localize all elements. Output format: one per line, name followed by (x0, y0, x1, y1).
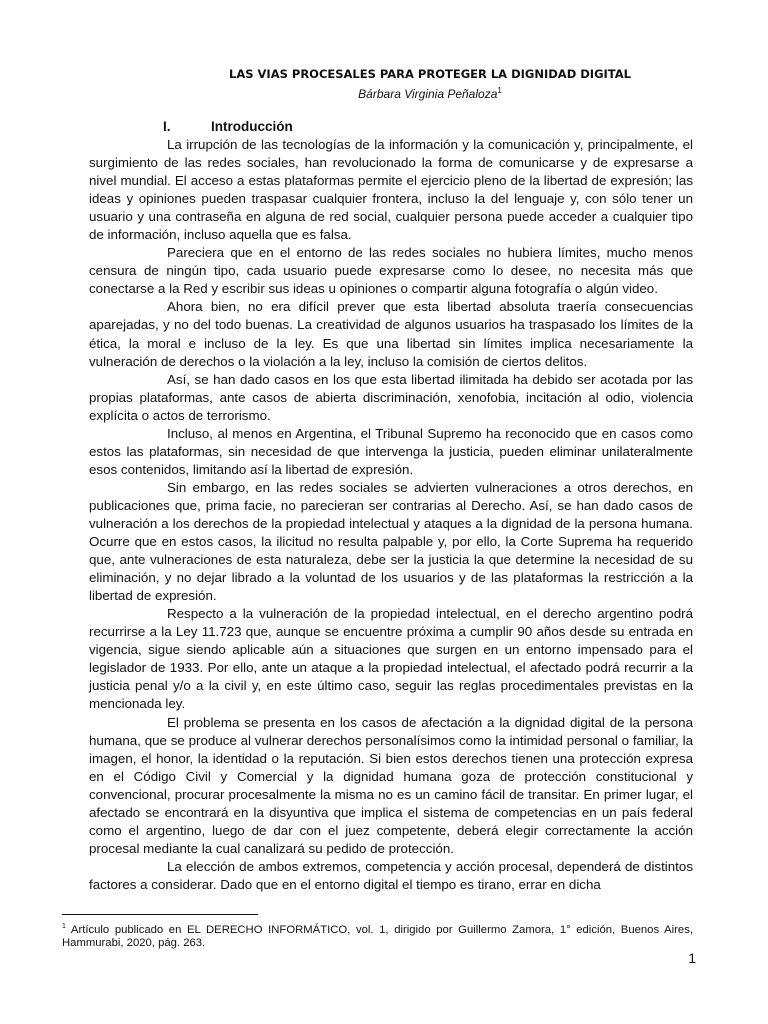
footnote-mark: 1 (62, 923, 66, 930)
paragraph-6: Sin embargo, en las redes sociales se advierten vulneraciones a otros derechos, en publicaciones que, prima facie, no parecieran ser contrarias al Derecho. Así, se han dado casos de vulneración a los derechos de la propiedad intelectual y ataques a la dignidad de la persona humana. Ocurre que en estos casos, la ilicitud no resulta palpable y, por ello, la Corte Suprema ha requerido que, ante vulneraciones de esta naturaleza, debe ser la justicia la que determine la necesidad de su eliminación, y no dejar librado a la voluntad de los usuarios y de las plataformas la restricción a la libertad de expresión. (89, 479, 693, 604)
author-name: Bárbara Virginia Peñaloza (358, 87, 498, 101)
paragraph-3: Ahora bien, no era difícil prever que esta libertad absoluta traería consecuencias aparejadas, y no del todo buenas. La creatividad de algunos usuarios ha traspasado los límites de la ética, la moral e incluso de la ley. Es que una libertad sin límites implica necesariamente la vulneración de derechos o la violación a la ley, incluso la comisión de ciertos delitos. (89, 299, 693, 369)
section-title: Introducción (211, 119, 293, 134)
document-body (89, 118, 693, 894)
document-title: LAS VIAS PROCESALES PARA PROTEGER LA DIGNIDAD DIGITAL (229, 67, 631, 81)
paragraph-9: La elección de ambos extremos, competencia y acción procesal, dependerá de distintos factores a considerar. Dado que en el entorno digital el tiempo es tirano, errar en dicha (89, 858, 693, 892)
footnote-divider (62, 914, 258, 915)
paragraph-5: Incluso, al menos en Argentina, el Tribunal Supremo ha reconocido que en casos como estos las plataformas, sin necesidad de que intervenga la justicia, pueden eliminar unilateralmente esos contenidos, limitando así la libertad de expresión. (89, 425, 693, 477)
section-heading (163, 118, 693, 136)
paragraph-8: El problema se presenta en los casos de afectación a la dignidad digital de la persona humana, que se produce al vulnerar derechos personalísimos como la intimidad personal o familiar, la imagen, el honor, la identidad o la reputación. Si bien estos derechos tienen una protección expresa en el Código Civil y Comercial y la dignidad humana goza de protección constitucional y convencional, procurar procesalmente la misma no es un camino fácil de transitar. En primer lugar, el afectado se encontrará en la disyuntiva que implica el sistema de competencias en un país federal como el argentino, luego de dar con el juez competente, deberá elegir correctamente la acción procesal mediante la cual canalizará su pedido de protección. (89, 714, 693, 856)
paragraph-1: La irrupción de las tecnologías de la información y la comunicación y, principalmente, el surgimiento de las redes sociales, han revolucionado la forma de comunicarse y de expresarse a nivel mundial. El acceso a estas plataformas permite el ejercicio pleno de la libertad de expresión; las ideas y opiniones pueden traspasar cualquier frontera, incluso la del lenguaje y, con sólo tener un usuario y una contraseña en alguna de red social, cualquier persona puede acceder a cualquier tipo de información, incluso aquella que es falsa. (89, 137, 693, 243)
author-footnote-mark: 1 (497, 86, 502, 95)
paragraph-4: Así, se han dado casos en los que esta libertad ilimitada ha debido ser acotada por las propias plataformas, ante casos de abierta discriminación, xenofobia, incitación al odio, violencia explícita o actos de terrorismo. (89, 371, 693, 423)
paragraph-7: Respecto a la vulneración de la propiedad intelectual, en el derecho argentino podrá recurrirse a la Ley 11.723 que, aunque se encuentre próxima a cumplir 90 años desde su entrada en vigencia, sigue siendo aplicable aún a situaciones que surgen en un entorno impensado para el legislador de 1933. Por ello, ante un ataque a la propiedad intelectual, el afectado podrá recurrir a la justicia penal y/o a la civil y, en este último caso, seguir las reglas procedimentales previstas en la mencionada ley. (89, 606, 693, 712)
footnote-text: Artículo publicado en EL DERECHO INFORMÁTICO, vol. 1, dirigido por Guillermo Zamora, 1° edición, Buenos Aires, Hammurabi, 2020, pág. 263. (62, 923, 693, 950)
section-number: I. (163, 119, 171, 134)
document-header (0, 65, 768, 102)
paragraph-2: Pareciera que en el entorno de las redes sociales no hubiera límites, mucho menos censura de ningún tipo, cada usuario puede expresarse como lo desee, no necesita más que conectarse a la Red y escribir sus ideas u opiniones o compartir alguna fotografía o algún video. (89, 245, 693, 297)
author-line (0, 83, 768, 102)
page-number: 1 (688, 950, 696, 966)
footnote (62, 920, 693, 951)
